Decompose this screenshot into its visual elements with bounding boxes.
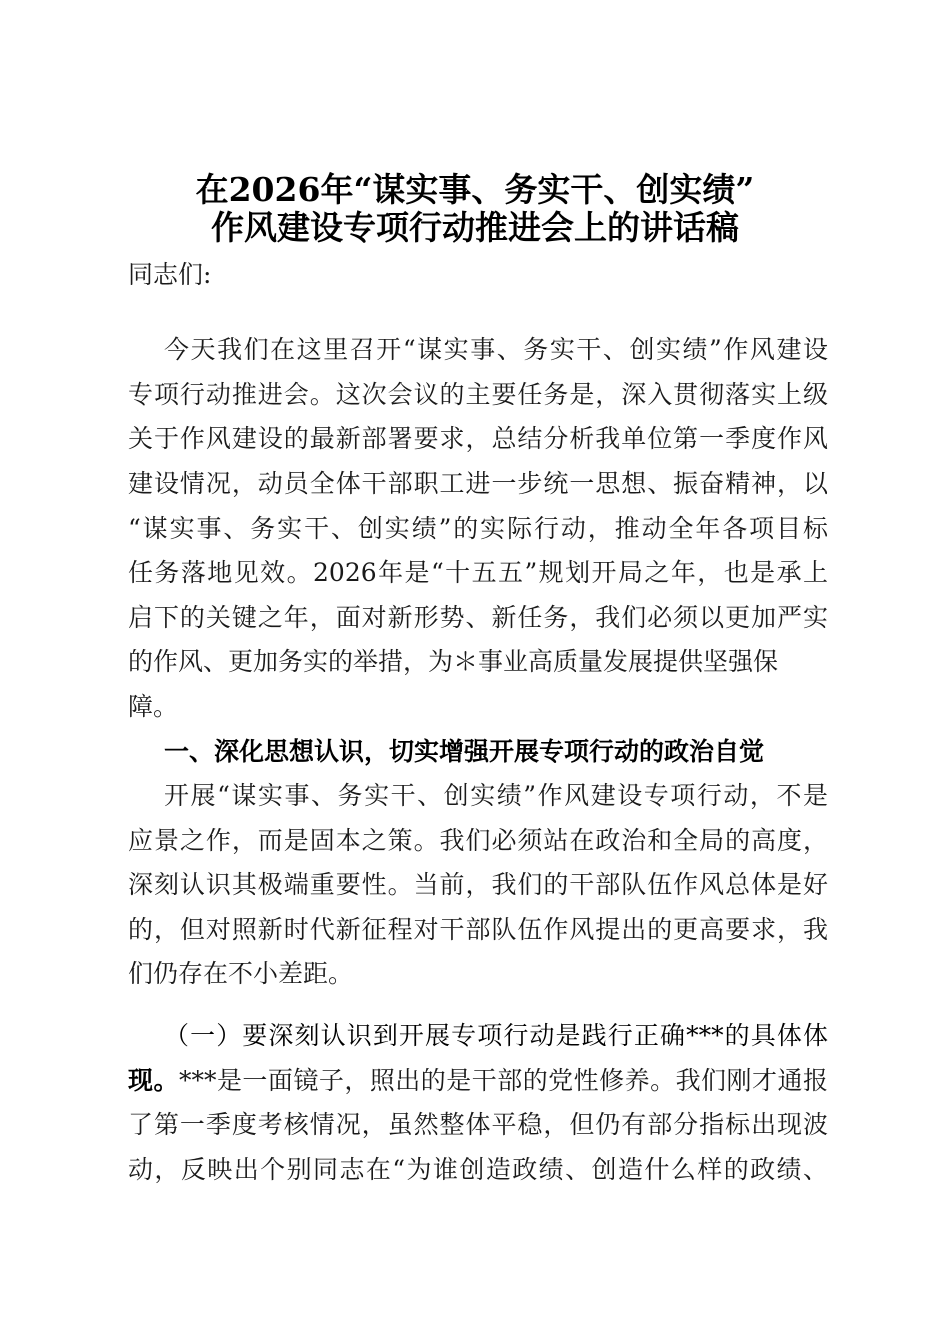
text-line: 应景之作，而是固本之策。我们必须站在政治和全局的高度， xyxy=(128,826,828,855)
text-line: 了第一季度考核情况，虽然整体平稳，但仍有部分指标出现波 xyxy=(128,1110,828,1139)
document-title-line-1: 在2026年“谋实事、务实干、创实绩” xyxy=(195,170,755,209)
text-span: ***是一面镜子，照出的是干部的党性修养。我们刚才通报 xyxy=(178,1066,828,1095)
text-line xyxy=(128,1066,828,1096)
salutation: 同志们: xyxy=(128,260,212,289)
text-line: 关于作风建设的最新部署要求，总结分析我单位第一季度作风 xyxy=(128,424,828,453)
text-line: 的作风、更加务实的举措，为＊事业高质量发展提供坚强保 xyxy=(128,647,779,676)
text-line: 今天我们在这里召开“谋实事、务实干、创实绩”作风建设 xyxy=(164,335,828,364)
text-line: 的，但对照新时代新征程对干部队伍作风提出的更高要求，我 xyxy=(128,915,828,944)
document-title-line-2: 作风建设专项行动推进会上的讲话稿 xyxy=(211,208,739,247)
section-heading-1: 一、深化思想认识，切实增强开展专项行动的政治自觉 xyxy=(164,737,765,766)
text-line: 专项行动推进会。这次会议的主要任务是，深入贯彻落实上级 xyxy=(128,380,828,409)
text-line: 建设情况，动员全体干部职工进一步统一思想、振奋精神，以 xyxy=(128,469,828,498)
text-line: “谋实事、务实干、创实绩”的实际行动，推动全年各项目标 xyxy=(128,514,828,543)
text-line: 障。 xyxy=(128,692,179,721)
text-line: 开展“谋实事、务实干、创实绩”作风建设专项行动，不是 xyxy=(164,781,828,810)
text-line: 任务落地见效。2026年是“十五五”规划开局之年，也是承上 xyxy=(128,558,828,587)
text-line: 们仍存在不小差距。 xyxy=(128,959,354,988)
text-line: 启下的关键之年，面对新形势、新任务，我们必须以更加严实 xyxy=(128,603,828,632)
subsection-heading-end: 现。 xyxy=(128,1066,179,1095)
text-line: 深刻认识其极端重要性。当前，我们的干部队伍作风总体是好 xyxy=(128,870,828,899)
text-line: 动，反映出个别同志在“为谁创造政绩、创造什么样的政绩、 xyxy=(128,1155,828,1184)
subsection-heading-1: （一）要深刻认识到开展专项行动是践行正确***的具体体 xyxy=(164,1021,828,1050)
